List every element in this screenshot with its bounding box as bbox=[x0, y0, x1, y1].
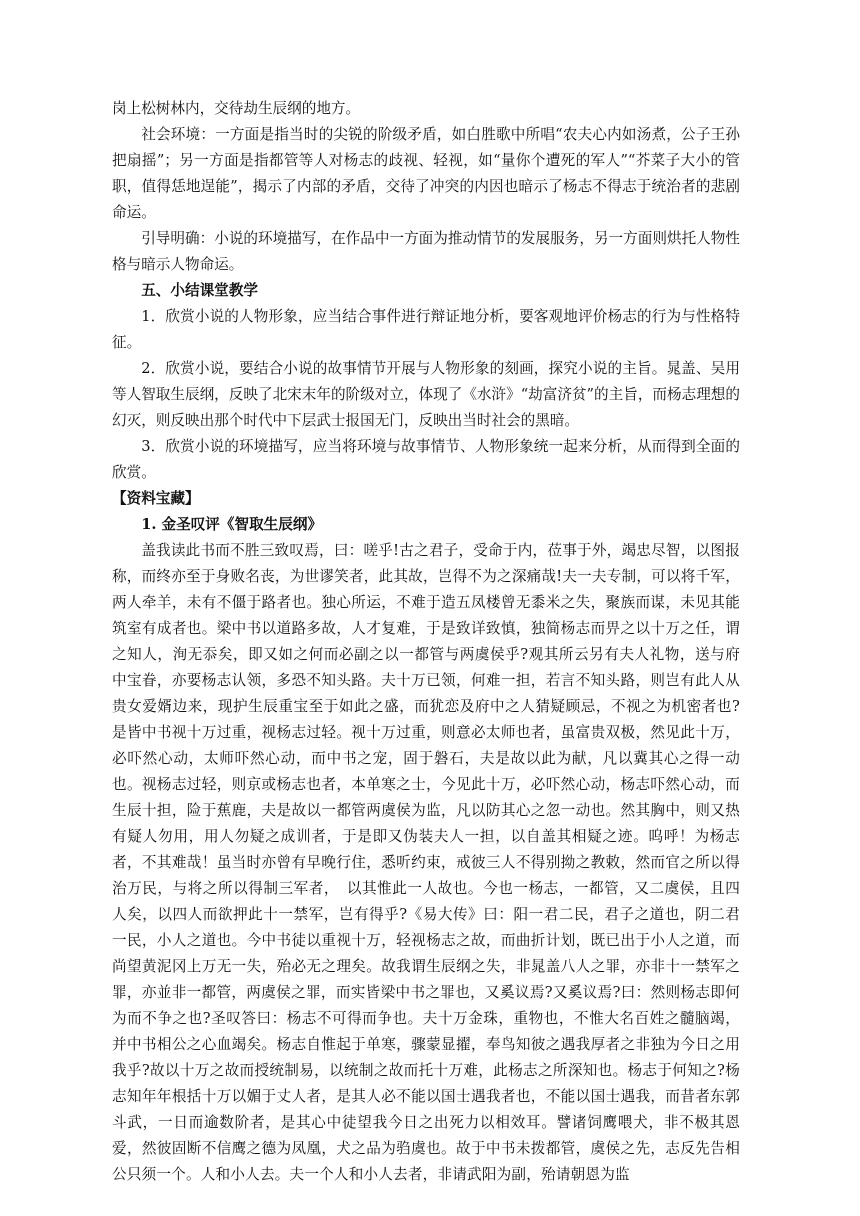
subheading-jin-shengtan: 1. 金圣叹评《智取生辰纲》 bbox=[141, 516, 323, 533]
summary-item-3: 3．欣赏小说的环境描写，应当将环境与故事情节、人物形象统一起来分析，从而得到全面的欣赏。 bbox=[112, 438, 740, 481]
paragraph-social-environment: 社会环境：一方面是指当时的尖锐的阶级矛盾，如白胜歌中所唱“农夫心内如汤煮，公子王孙把扇摇”；另一方面是指都管等人对杨志的歧视、轻视，如“量你个遭死的军人”“芥菜子大小的管职，值得恁地逞能”，揭示了内部的矛盾，交待了冲突的内因也暗示了杨志不得志于统治者的悲剧命运。 bbox=[112, 126, 740, 221]
summary-item-2: 2．欣赏小说，要结合小说的故事情节开展与人物形象的刻画，探究小说的主旨。晁盖、吴用等人智取生辰纲，反映了北宋末年的阶级对立，体现了《水浒》“劫富济贫”的主旨，而杨志理想的幻灭，则反映出那个时代中下层武士报国无门，反映出当时社会的黑暗。 bbox=[112, 360, 740, 429]
quote-body: 盖我读此书而不胜三致叹焉，曰：嗟乎!古之君子，受命于内，莅事于外，竭忠尽智，以图报称，而终亦至于身败名丧，为世谬笑者，此其故，岂得不为之深痛哉!夫一夫专制，可以将千军，两人牵羊，未有不僵于路者也。独心所运，不难于造五凤楼曾无黍米之失，聚族而谋，未见其能筑室有成者也。梁中书以道路多故，人才复难，于是致详致慎，独简杨志而畀之以十万之任，谓之知人，洵无忝矣，即又如之何而必副之以一都管与两虞侯乎?观其所云另有夫人礼物，送与府中宝眷，亦要杨志认领，多恐不知头路。夫十万已领，何难一担，若言不知头路，则岂有此人从贵女爱婿边来，现护生辰重宝至于如此之盛，而犹恋及府中之人猜疑顾忌，不视之为机密者也?是皆中书视十万过重，视杨志过轻。视十万过重，则意必太师也者，虽富贵双极，然见此十万，必吓然心动，太师吓然心动，而中书之宠，固于磐石，夫是故以此为献，凡以冀其心之得一动也。视杨志过轻，则京或杨志也者，本单寒之士，今见此十万，必吓然心动，杨志吓然心动，而生辰十担，险于蕉鹿，夫是故以一都管两虞侯为监，凡以防其心之忽一动也。然其胸中，则又热有疑人勿用，用人勿疑之成训者，于是即又伪装夫人一担，以自盖其相疑之迹。呜呼！为杨志者，不其难哉！虽当时亦曾有早晚行住，悉听约束，戒彼三人不得别拗之教敕，然而官之所以得治万民，与将之所以得制三军者， 以其惟此一人故也。今也一杨志，一都管，又二虞侯，且四人矣，以四人而欲押此十一禁军，岂有得乎?《易大传》曰：阳一君二民，君子之道也，阴二君一民，小人之道也。今中书徒以重视十万，轻视杨志之故，而曲折计划，既已出于小人之道，而尚望黄泥冈上万无一失，殆必无之理矣。故我谓生辰纲之失，非晁盖八人之罪，亦非十一禁军之罪，亦並非一都管，两虞侯之罪，而实皆梁中书之罪也，又奚议焉?又奚议焉?曰：然则杨志即何为而不争之也?圣叹答曰：杨志不可得而争也。夫十万金珠，重物也，不惟大名百姓之髓脑竭，并中书相公之心血竭矣。杨志自惟起于单寒，骤蒙显擢，奉鸟知彼之遇我厚者之非独为今日之用我乎?故以十万之故而授统制易，以统制之故而托十万难，此杨志之所深知也。杨志于何知之?杨志知年年根括十万以媚于丈人者，是其人必不能以国士遇我者也，不能以国士遇我，而昔者东郭斗武，一日而逾数阶者，是其心中徒望我今日之出死力以相效耳。譬诸饲鹰喂犬，非不极其恩爱，然彼固断不信鹰之德为凤凰，犬之品为驺虞也。故于中书未拨都管，虞侯之先，志反先告相公只须一个。人和小人去。夫一个人和小人去者，非请武阳为副，殆请朝恩为监 bbox=[112, 542, 740, 1183]
paragraph-intro: 岗上松树林内，交待劫生辰纲的地方。 bbox=[112, 100, 361, 117]
section-title-resources: 【资料宝藏】 bbox=[112, 490, 200, 507]
summary-item-1: 1．欣赏小说的人物形象，应当结合事件进行辩证地分析，要客观地评价杨志的行为与性格特征。 bbox=[112, 308, 740, 351]
paragraph-guidance: 引导明确：小说的环境描写，在作品中一方面为推动情节的发展服务，另一方面则烘托人物性格与暗示人物命运。 bbox=[112, 230, 740, 273]
document-page bbox=[112, 96, 740, 1188]
heading-summary: 五、小结课堂教学 bbox=[141, 282, 258, 299]
